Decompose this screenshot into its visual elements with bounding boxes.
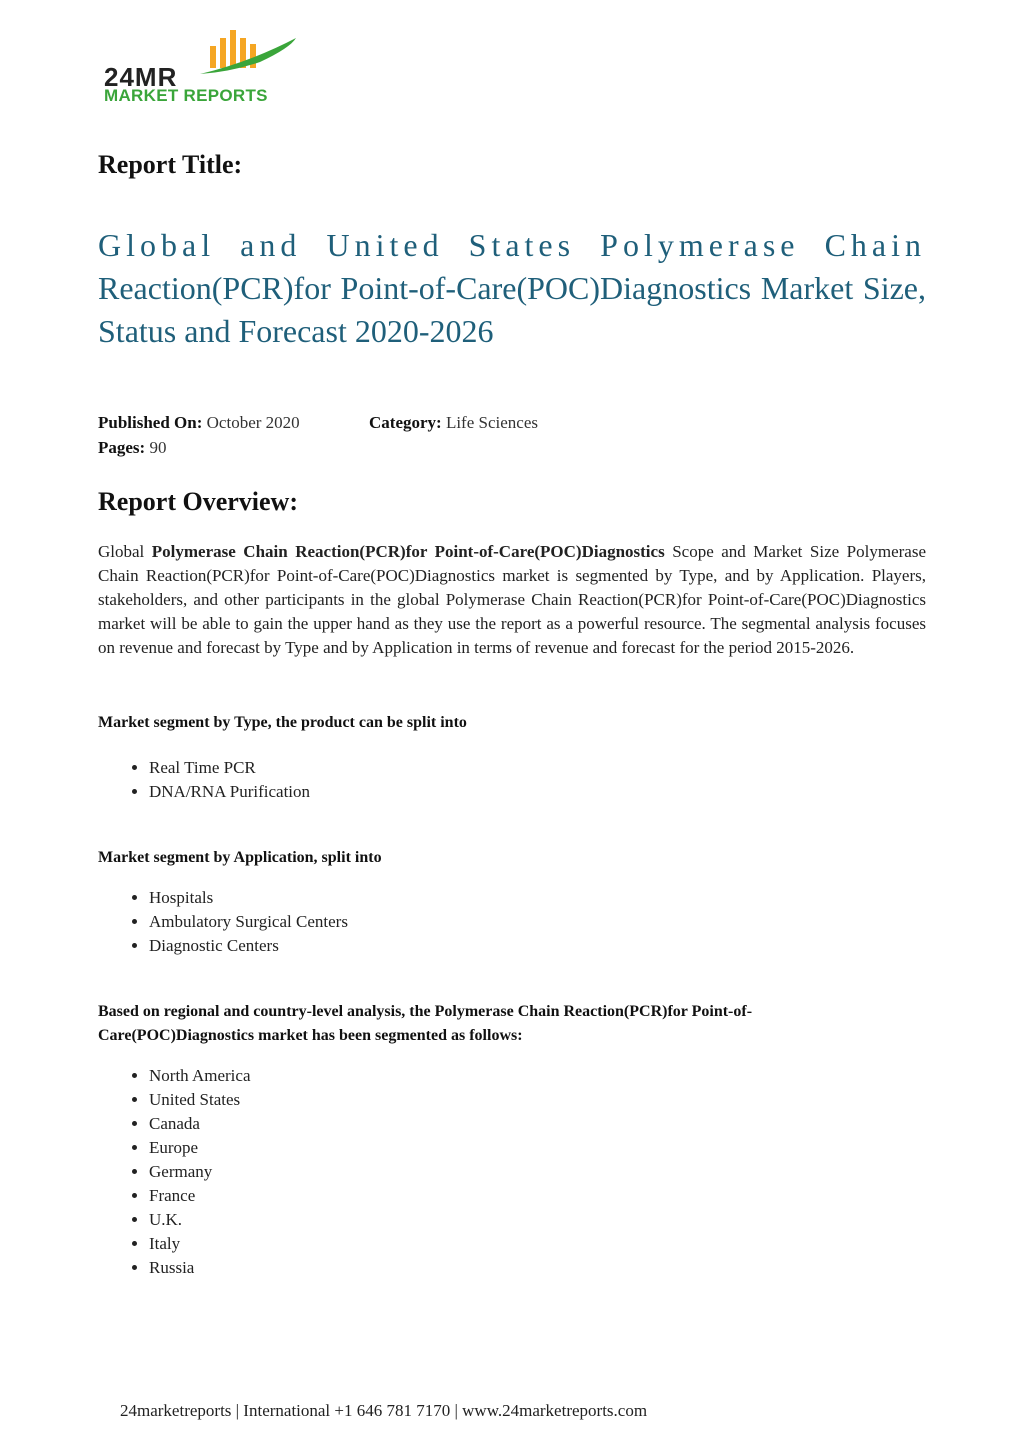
logo-text-24mr: 24MR — [104, 62, 178, 92]
overview-bold-product: Polymerase Chain Reaction(PCR)for Point-of-Care(POC)Diagnostics — [151, 542, 665, 561]
list-item: • Diagnostic Centers — [149, 934, 348, 958]
application-segment-list — [98, 886, 348, 958]
list-item: • Germany — [149, 1160, 251, 1184]
report-overview-label: Report Overview: — [98, 487, 298, 516]
pages-label: Pages: — [98, 438, 146, 457]
list-item: • France — [149, 1184, 251, 1208]
application-segment-heading: Market segment by Application, split into — [98, 849, 382, 866]
list-item: • Hospitals — [149, 886, 348, 910]
logo-text-market-reports: MARKET REPORTS — [104, 86, 268, 105]
type-segment-heading: Market segment by Type, the product can be split into — [98, 714, 467, 731]
type-segment-list — [98, 756, 310, 804]
overview-body: Scope and Market Size Polymerase Chain Reaction(PCR)for Point-of-Care(POC)Diagnostics market is segmented by Type, and by Application. Players, stakeholders, and other participants in the global Polymerase Chain Reaction(PCR)for Point-of-Care(POC)Diagnostics market will be able to gain the upper hand as they use the report as a powerful resource. The segmental analysis focuses on revenue and forecast by Type and by Application in terms of revenue and forecast for the period 2015-2026. — [98, 542, 926, 657]
published-value: October 2020 — [206, 413, 300, 432]
list-item: • Canada — [149, 1112, 251, 1136]
region-segment-heading: Based on regional and country-level analysis, the Polymerase Chain Reaction(PCR)for Point-of-Care(POC)Diagnostics market has been segmented as follows: — [98, 1003, 753, 1044]
list-item: • Real Time PCR — [149, 756, 310, 780]
category-value: Life Sciences — [445, 413, 538, 432]
region-segment-list — [98, 1064, 251, 1280]
footer-contact-text: 24marketreports | International +1 646 781 7170 | www.24marketreports.com — [120, 1401, 648, 1420]
list-item: • Italy — [149, 1232, 251, 1256]
list-item: • U.K. — [149, 1208, 251, 1232]
list-item: • North America — [149, 1064, 251, 1088]
report-title — [98, 224, 926, 353]
pages-meta — [98, 438, 166, 458]
report-title-line1: Global and United States Polymerase Chain — [98, 227, 926, 263]
pages-value: 90 — [149, 438, 167, 457]
report-title-label: Report Title: — [98, 150, 243, 179]
category-label: Category: — [369, 413, 442, 432]
overview-paragraph — [98, 540, 926, 660]
published-label: Published On: — [98, 413, 203, 432]
list-item: • Europe — [149, 1136, 251, 1160]
category-meta — [369, 413, 538, 433]
overview-prefix: Global — [98, 542, 152, 561]
list-item: • United States — [149, 1088, 251, 1112]
list-item: • DNA/RNA Purification — [149, 780, 310, 804]
published-meta — [98, 413, 300, 433]
company-logo — [100, 28, 305, 108]
report-title-rest: Reaction(PCR)for Point-of-Care(POC)Diagnostics Market Size, Status and Forecast 2020-2026 — [98, 270, 926, 349]
list-item: • Ambulatory Surgical Centers — [149, 910, 348, 934]
list-item: • Russia — [149, 1256, 251, 1280]
